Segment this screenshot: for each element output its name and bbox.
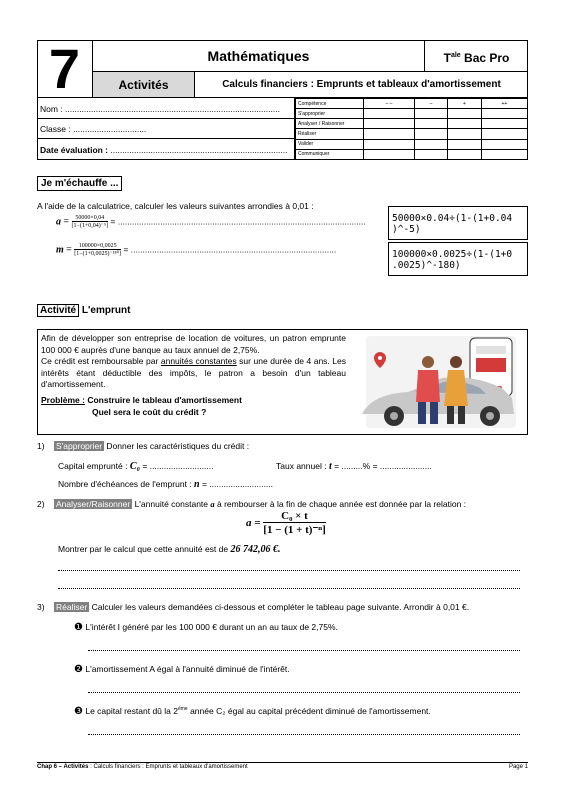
activity-label: Activités [93, 72, 195, 98]
q2-show: Montrer par le calcul que cette annuité est de 26 742,06 €. [58, 544, 281, 555]
comp-cell[interactable] [414, 129, 447, 139]
comp-cell[interactable] [481, 139, 527, 149]
comp-cell[interactable] [414, 149, 447, 159]
comp-cell[interactable] [364, 149, 415, 159]
comp-cell[interactable] [414, 139, 447, 149]
calculator-screen-1: 50000×0.04÷(1-(1+0.04 )^-5) [388, 206, 528, 240]
comp-col: + [448, 99, 482, 109]
comp-cell[interactable] [481, 149, 527, 159]
subject-title: Mathématiques [93, 40, 425, 72]
q3-item-2: ❷ L'amortissement A égal à l'annuité diminué de l'intérêt. [74, 664, 290, 675]
answer-line[interactable] [88, 650, 520, 651]
comp-row: Valider [296, 139, 364, 149]
divider [37, 138, 294, 139]
activity-heading: Activité L'emprunt [37, 304, 130, 317]
warmup-instruction: A l'aide de la calculatrice, calculer les valeurs suivantes arrondies à 0,01 : [37, 201, 314, 211]
class-field[interactable]: Classe : ............................... [40, 124, 147, 134]
comp-cell[interactable] [481, 119, 527, 129]
comp-cell[interactable] [364, 139, 415, 149]
q1-n: Nombre d'échéances de l'emprunt : n = ........................... [58, 479, 274, 490]
comp-col: – – [364, 99, 415, 109]
answer-line[interactable] [88, 734, 520, 735]
comp-header: Compétence [296, 99, 364, 109]
comp-cell[interactable] [364, 119, 415, 129]
q3: 3) Réaliser Calculer les valeurs demandées ci-dessous et compléter le tableau page suivante. Arrondir à 0,01 €. [37, 602, 470, 612]
comp-col: ++ [481, 99, 527, 109]
comp-cell[interactable] [414, 119, 447, 129]
annuity-formula: a = $\frac{\text{C₀ × t}}{\text{[1 − (1 + t)⁻ⁿ]}}$ [246, 510, 326, 536]
comp-cell[interactable] [364, 129, 415, 139]
comp-row: Communiquer [296, 149, 364, 159]
competence-grid [294, 98, 528, 160]
q1-capital: Capital emprunté : C₀ = ........................... [58, 461, 214, 472]
footer-page: Page 1 [508, 764, 528, 770]
chapter-number: 7 [37, 40, 93, 98]
level-label: $T^{ale}$ Bac Pro [425, 40, 528, 72]
comp-cell[interactable] [448, 129, 482, 139]
answer-line[interactable] [58, 570, 520, 571]
comp-cell[interactable] [481, 109, 527, 119]
answer-line[interactable] [88, 692, 520, 693]
comp-col: – [414, 99, 447, 109]
warmup-a: a = $\frac{50000\times 0,04}{\text{[1−(1+0,04)⁻⁵]}}$ = ......................................................................................................... [56, 215, 366, 229]
warmup-title: Je m'échauffe ... [37, 176, 122, 191]
q3-item-1: ❶ L'intérêt I généré par les 100 000 € durant un an au taux de 2,75%. [74, 622, 338, 633]
q3-item-3: ❸ Le capital restant dû la 2ème année C₂ égal au capital précédent diminué de l'amortissement. [74, 706, 431, 717]
q1: 1) S'approprier Donner les caractéristiques du crédit : [37, 441, 250, 451]
intro-text: Afin de développer son entreprise de location de voitures, un patron emprunte 100 000 € auprès d'une banque au taux annuel de 2,75%. Ce crédit est remboursable par annuités constantes sur une durée de 4 ans. Les intérêts étant déductible des impôts, le patron a besoin d'un tableau d'amortissement. Problème : Construire le tableau d'amortissement Quel sera le coût du crédit ? [41, 333, 347, 417]
page-subtitle: Calculs financiers : Emprunts et tableaux d'amortissement [195, 72, 528, 98]
comp-cell[interactable] [448, 109, 482, 119]
comp-cell[interactable] [448, 149, 482, 159]
q1-rate: Taux annuel : t = .........% = ...................... [276, 461, 432, 472]
answer-line[interactable] [58, 588, 520, 589]
calculator-screen-2: 100000×0.0025÷(1-(1+0 .0025)^-180) [388, 242, 528, 276]
footer-left: Chap 6 – Activités : Calculs financiers : Emprunts et tableaux d'amortissement [37, 764, 248, 770]
name-field[interactable]: Nom : ........................................................................................... [40, 104, 280, 114]
footer-divider [37, 762, 528, 763]
divider [37, 118, 294, 119]
comp-cell[interactable] [481, 129, 527, 139]
car-rental-illustration [352, 332, 524, 432]
comp-cell[interactable] [364, 109, 415, 119]
q2: 2) Analyser/Raisonner L'annuité constante a à rembourser à la fin de chaque année est donnée par la relation : [37, 499, 467, 509]
comp-row: Réaliser [296, 129, 364, 139]
comp-row: S'approprier [296, 109, 364, 119]
warmup-m: m = $\frac{100000\times 0,0025}{\text{[1−(1+0,0025)⁻¹⁸⁰]}}$ = ....................................................................................... [56, 243, 337, 257]
comp-row: Analyser / Raisonner [296, 119, 364, 129]
comp-cell[interactable] [414, 109, 447, 119]
comp-cell[interactable] [448, 119, 482, 129]
date-field[interactable]: Date évaluation : ........................................................................... [40, 145, 288, 155]
comp-cell[interactable] [448, 139, 482, 149]
